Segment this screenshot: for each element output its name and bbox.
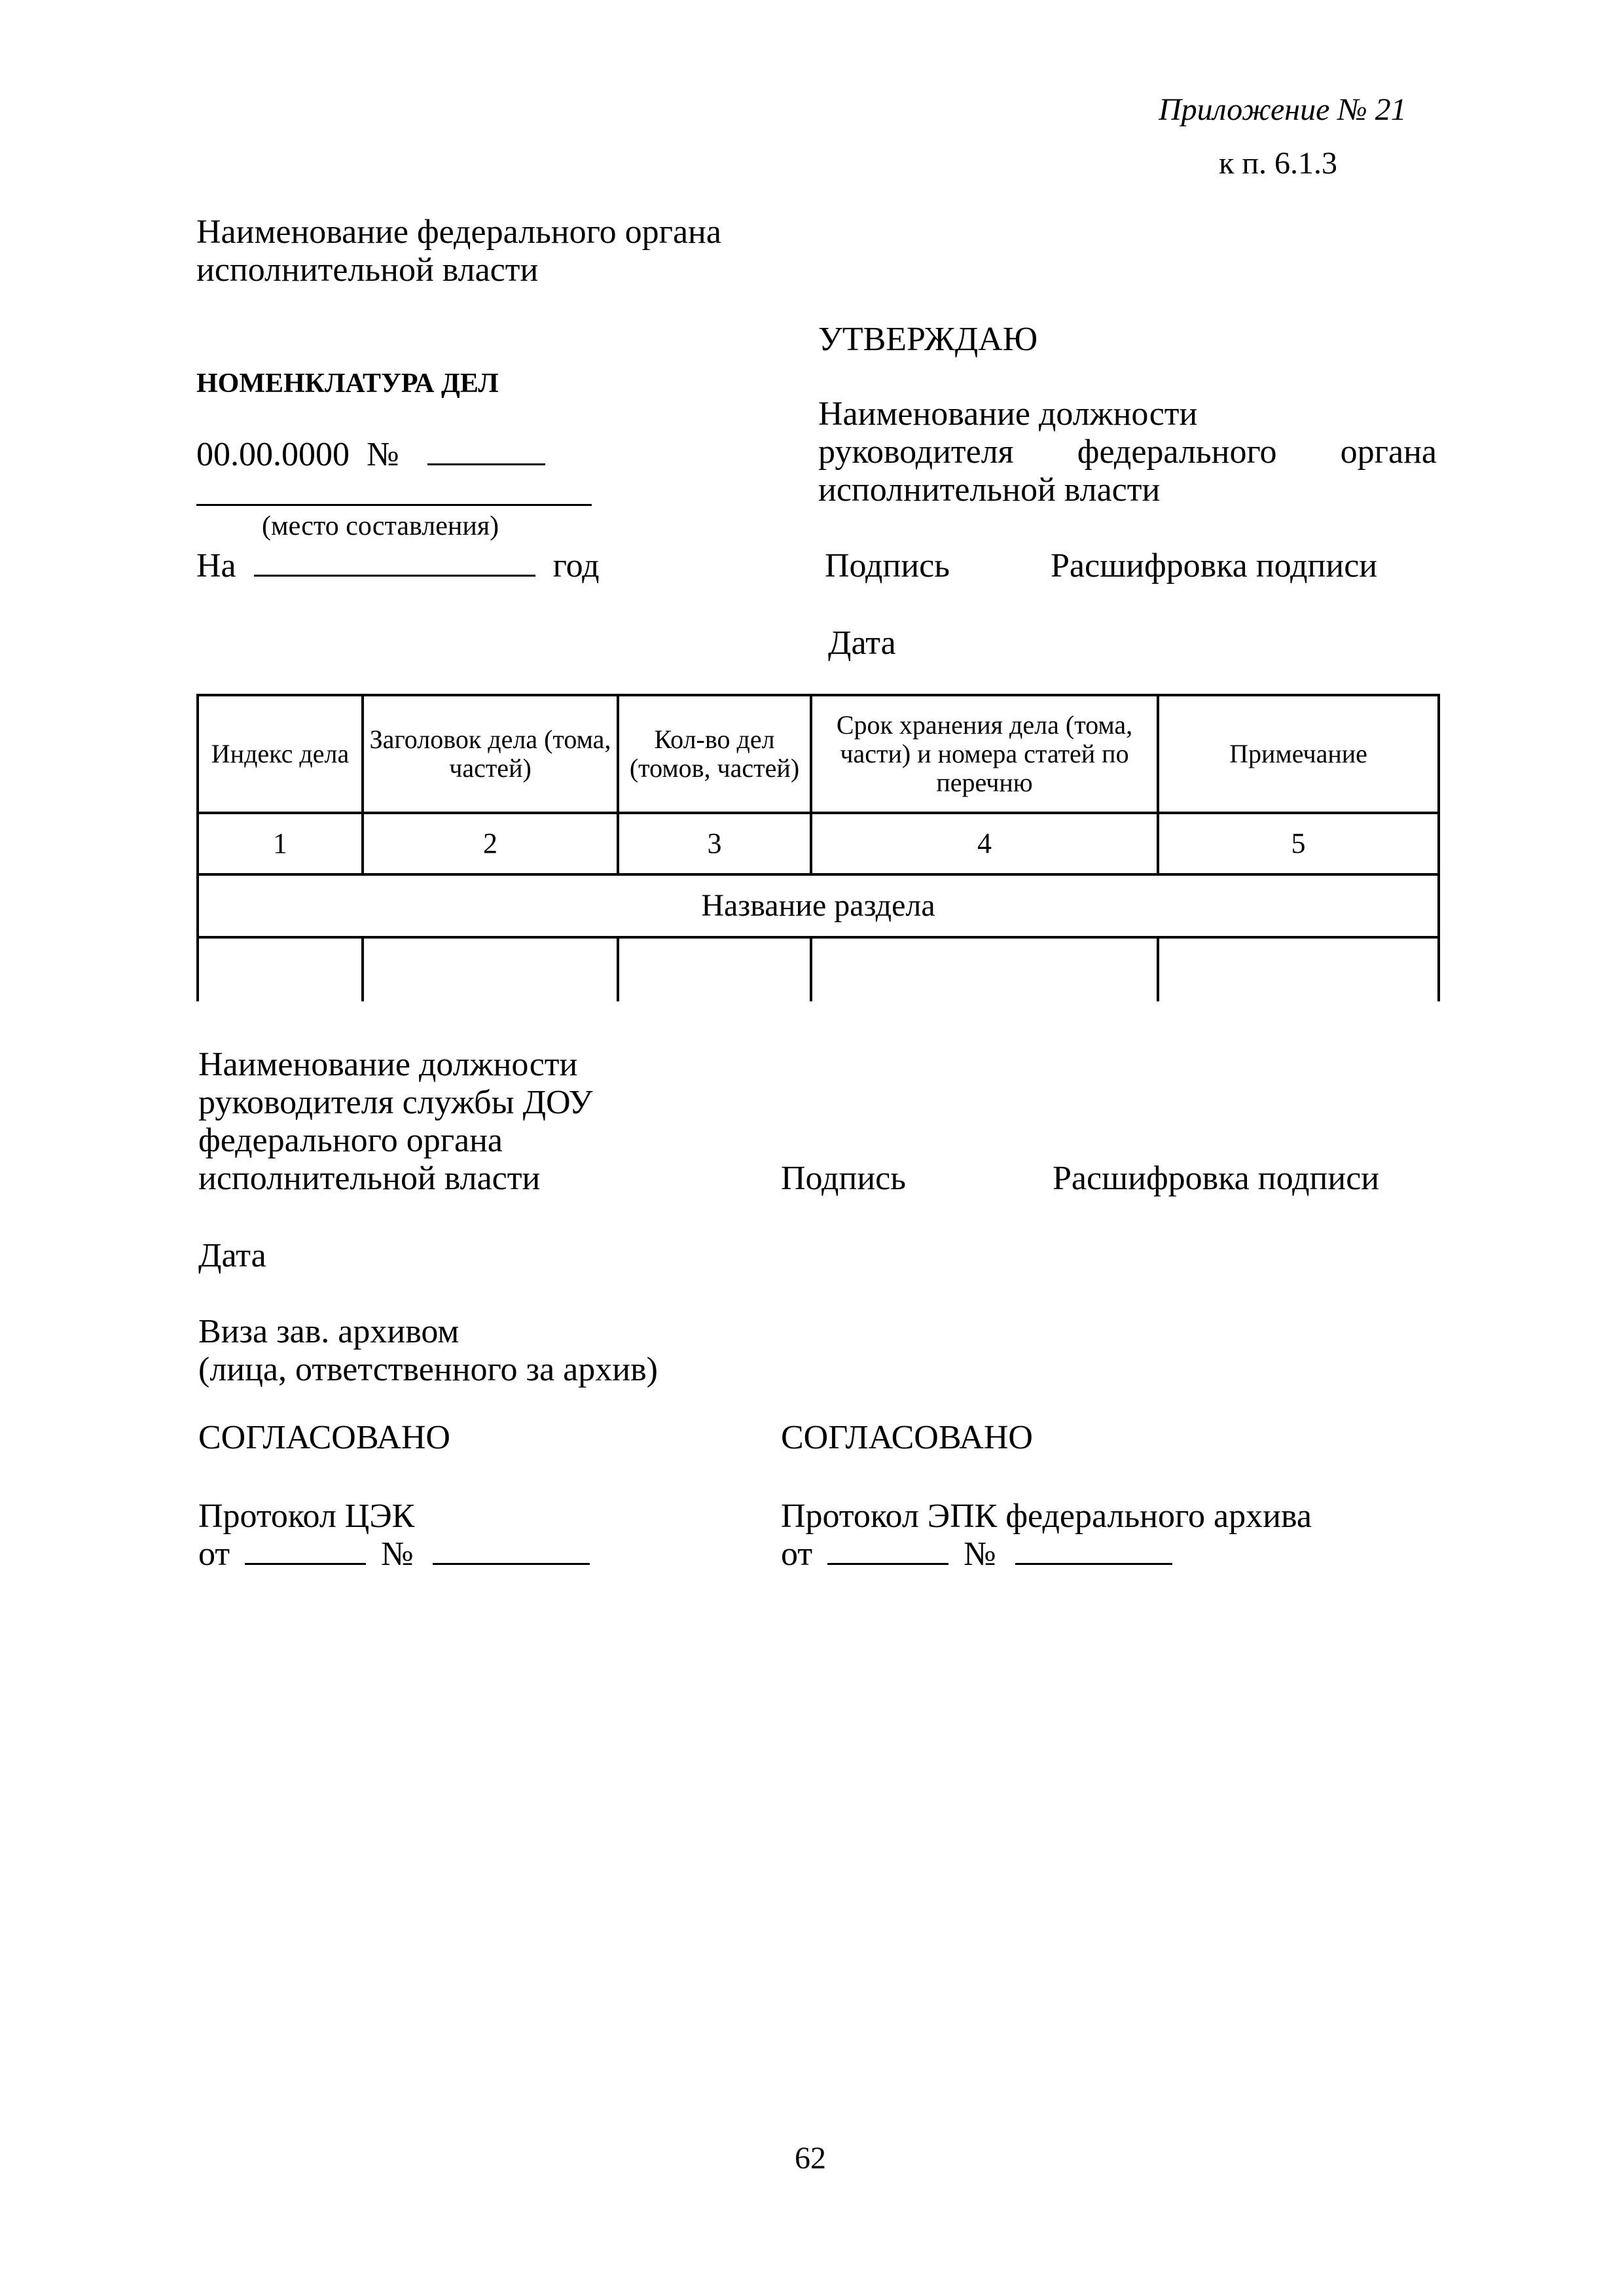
table-number-cell: 5 [1158,813,1439,874]
table-header-cell: Индекс дела [198,695,363,813]
table-row [198,937,1439,1001]
year-line [196,547,600,585]
place-underline [196,504,592,506]
place-caption: (место составления) [262,511,499,541]
agreed-left-number-blank [433,1537,590,1565]
approve-heading: УТВЕРЖДАЮ [818,321,1038,358]
nomenclature-date: 00.00.0000 [196,436,350,473]
table-cell [618,937,811,1001]
approve-position-line2: руководителя федерального органа [818,433,1437,471]
table-header-cell: Заголовок дела (тома, частей) [363,695,618,813]
table-number-cell: 4 [811,813,1158,874]
dou-signature-decode: Расшифровка подписи [1053,1160,1380,1197]
table-number-row [198,813,1439,874]
page-number: 62 [795,2141,826,2176]
agreed-right-date-blank [827,1537,948,1565]
nomenclature-date-line [196,436,545,474]
agreed-right-date-line [781,1535,1172,1573]
table-header-cell: Примечание [1158,695,1439,813]
table-section-row [198,874,1439,937]
dou-signature: Подпись [781,1160,906,1197]
table-cell [198,937,363,1001]
agreed-left-heading: СОГЛАСОВАНО [198,1419,450,1456]
dou-position-line4: исполнительной власти [198,1160,541,1197]
org-name-line2: исполнительной власти [196,251,539,289]
approve-position-line1: Наименование должности [818,395,1198,433]
agreed-right-from: от [781,1535,813,1573]
table-number-cell: 3 [618,813,811,874]
agreed-right-number-sign: № [964,1535,996,1573]
dou-position-line2: руководителя службы ДОУ [198,1084,593,1121]
appendix-title: Приложение № 21 [1159,92,1407,127]
approve-signature-decode: Расшифровка подписи [1051,547,1378,584]
year-prefix: На [196,547,236,584]
archive-visa-line2: (лица, ответственного за архив) [198,1351,658,1388]
approve-date: Дата [828,624,896,662]
nomenclature-number-sign: № [367,436,399,473]
table-number-cell: 1 [198,813,363,874]
approve-signature: Подпись [825,547,950,584]
agreed-right-protocol: Протокол ЭПК федерального архива [781,1498,1312,1535]
agreed-left-number-sign: № [381,1535,414,1573]
agreed-left-date-blank [245,1537,366,1565]
agreed-left-from: от [198,1535,230,1573]
table-header-row [198,695,1439,813]
dou-date: Дата [198,1237,266,1274]
table-cell [363,937,618,1001]
nomenclature-table [196,694,1440,1001]
dou-position-line3: федерального органа [198,1122,503,1159]
approve-position-line3: исполнительной власти [818,471,1161,509]
table-cell [1158,937,1439,1001]
table-header-cell: Срок хранения дела (тома, части) и номера статей по перечню [811,695,1158,813]
dou-position-line1: Наименование должности [198,1046,578,1083]
table-header-cell: Кол-во дел (томов, частей) [618,695,811,813]
table-section-title: Название раздела [198,874,1439,937]
agreed-left-date-line [198,1535,590,1573]
agreed-right-heading: СОГЛАСОВАНО [781,1419,1033,1456]
org-name-line1: Наименование федерального органа [196,213,721,251]
year-suffix: год [552,547,600,584]
agreed-right-number-blank [1015,1537,1172,1565]
table-number-cell: 2 [363,813,618,874]
nomenclature-number-blank [427,437,545,465]
appendix-ref: к п. 6.1.3 [1219,146,1338,181]
table-cell [811,937,1158,1001]
nomenclature-title: НОМЕНКЛАТУРА ДЕЛ [196,368,499,399]
archive-visa-line1: Виза зав. архивом [198,1313,460,1350]
agreed-left-protocol: Протокол ЦЭК [198,1498,415,1535]
year-blank [254,548,535,577]
